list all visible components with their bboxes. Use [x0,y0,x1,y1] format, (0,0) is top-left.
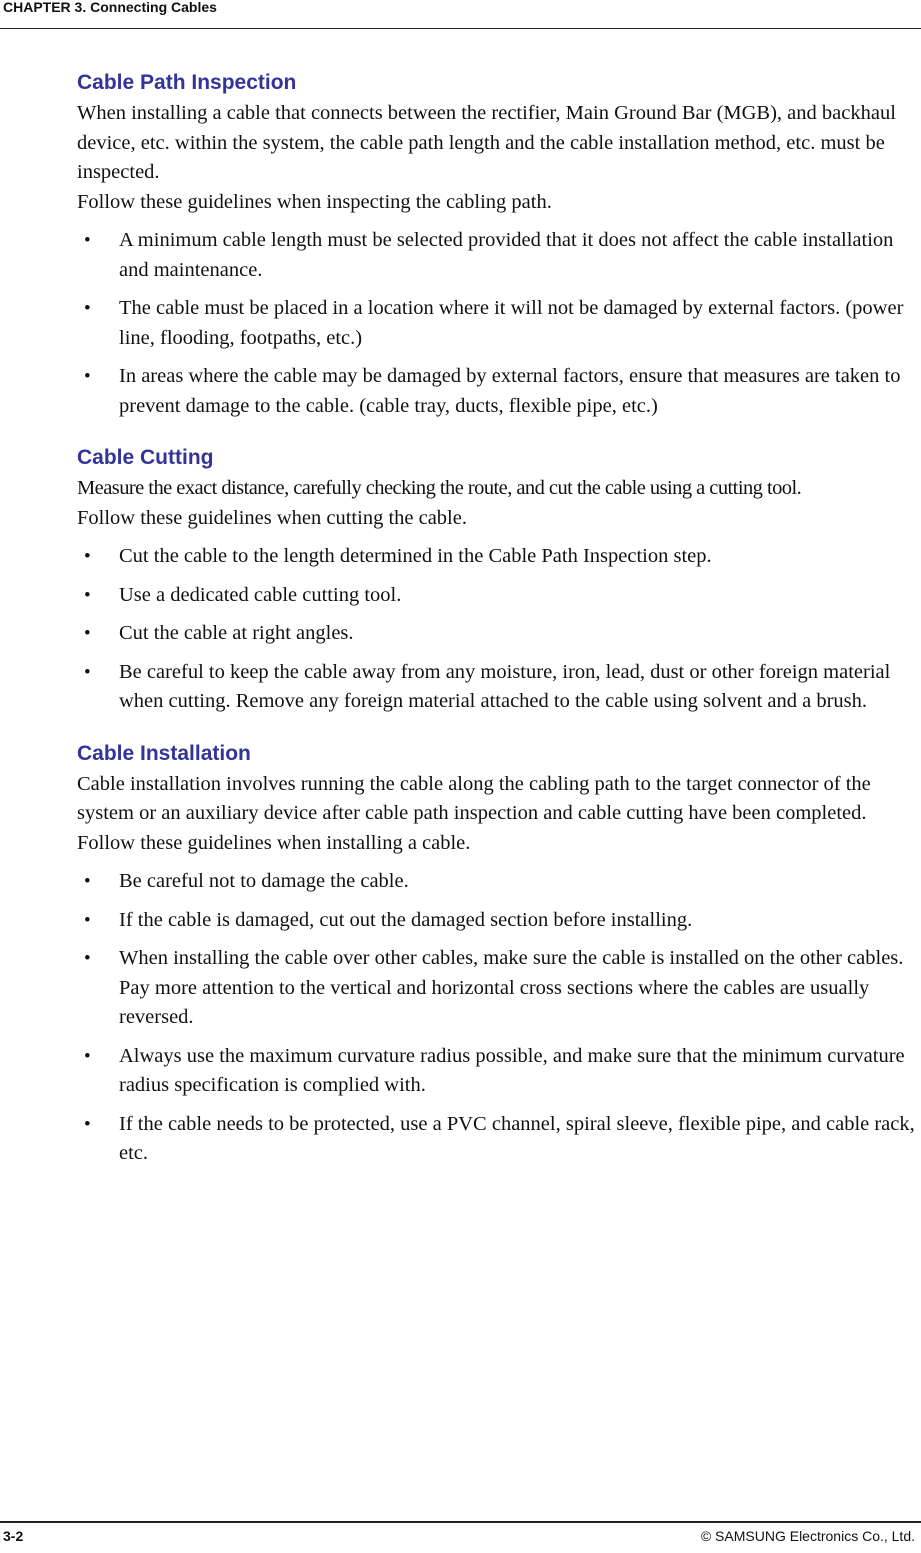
bullet-icon: • [84,1045,91,1067]
page-content [77,68,917,1191]
paragraph: When installing a cable that connects between the rectifier, Main Ground Bar (MGB), and backhaul device, etc. within the system, the cable path length and the cable installation method, etc. must be inspected. [77,102,896,183]
paragraph: Follow these guidelines when cutting the cable. [77,506,467,529]
chapter-title: CHAPTER 3. Connecting Cables [3,0,217,15]
list-item-text: Cut the cable to the length determined in the Cable Path Inspection step. [119,545,712,567]
list-item-text: If the cable is damaged, cut out the damaged section before installing. [119,908,693,931]
paragraph: Follow these guidelines when inspecting the cabling path. [77,190,552,213]
bullet-icon: • [84,1113,91,1135]
list-item-text: If the cable needs to be protected, use a PVC channel, spiral sleeve, flexible pipe, and cable rack, etc. [119,1112,915,1164]
list-item-text: Cut the cable at right angles. [119,622,354,644]
bullet-list [77,867,917,1169]
list-item [77,1042,917,1101]
list-item-text: Use a dedicated cable cutting tool. [119,583,402,606]
bullet-icon: • [84,909,91,931]
paragraph: Measure the exact distance, carefully checking the route, and cut the cable using a cutting tool. [77,477,802,499]
page-footer [0,1521,921,1553]
list-item [77,226,917,285]
list-item-text: In areas where the cable may be damaged by external factors, ensure that measures are taken to prevent damage to the cable. (cable tray, ducts, flexible pipe, etc.) [119,365,901,417]
page-header [0,0,921,29]
bullet-icon: • [84,298,91,319]
copyright-notice: © SAMSUNG Electronics Co., Ltd. [700,1528,915,1544]
list-item [77,658,917,717]
list-item [77,944,917,1033]
paragraph: Cable installation involves running the cable along the cabling path to the target connector of the system or an auxiliary device after cable path inspection and cable cutting have been completed. [77,772,871,824]
bullet-icon: • [84,546,91,567]
list-item-text: Always use the maximum curvature radius possible, and make sure that the minimum curvature radius specification is complied with. [119,1044,905,1096]
list-item [77,362,917,421]
list-item [77,1110,917,1169]
section-title: Cable Installation [77,741,251,765]
bullet-icon: • [84,661,91,683]
bullet-icon: • [84,948,91,969]
section-cable-installation [77,739,917,1169]
section-title: Cable Path Inspection [77,71,297,94]
page-number: 3-2 [3,1528,24,1544]
section-cable-cutting [77,443,917,717]
list-item [77,906,917,936]
list-item [77,619,917,649]
list-item [77,542,917,572]
section-cable-path-inspection [77,68,917,421]
list-item-text: When installing the cable over other cables, make sure the cable is installed on the other cables. Pay more attention to the vertical and horizontal cross sections where the cables are usually reversed. [119,947,904,1028]
paragraph: Follow these guidelines when installing a cable. [77,831,471,854]
list-item [77,294,917,353]
list-item [77,581,917,611]
bullet-icon: • [84,366,91,387]
bullet-icon: • [84,584,91,606]
list-item-text: Be careful to keep the cable away from any moisture, iron, lead, dust or other foreign material when cutting. Remove any foreign material attached to the cable using solvent and a brush. [119,660,891,712]
bullet-icon: • [84,871,91,892]
bullet-icon: • [84,623,91,644]
bullet-list [77,226,917,421]
bullet-icon: • [84,230,91,251]
list-item-text: A minimum cable length must be selected provided that it does not affect the cable installation and maintenance. [119,229,894,281]
list-item-text: The cable must be placed in a location where it will not be damaged by external factors. (power line, flooding, footpaths, etc.) [119,297,904,349]
list-item [77,867,917,897]
section-title: Cable Cutting [77,446,214,469]
bullet-list [77,542,917,717]
list-item-text: Be careful not to damage the cable. [119,870,409,892]
